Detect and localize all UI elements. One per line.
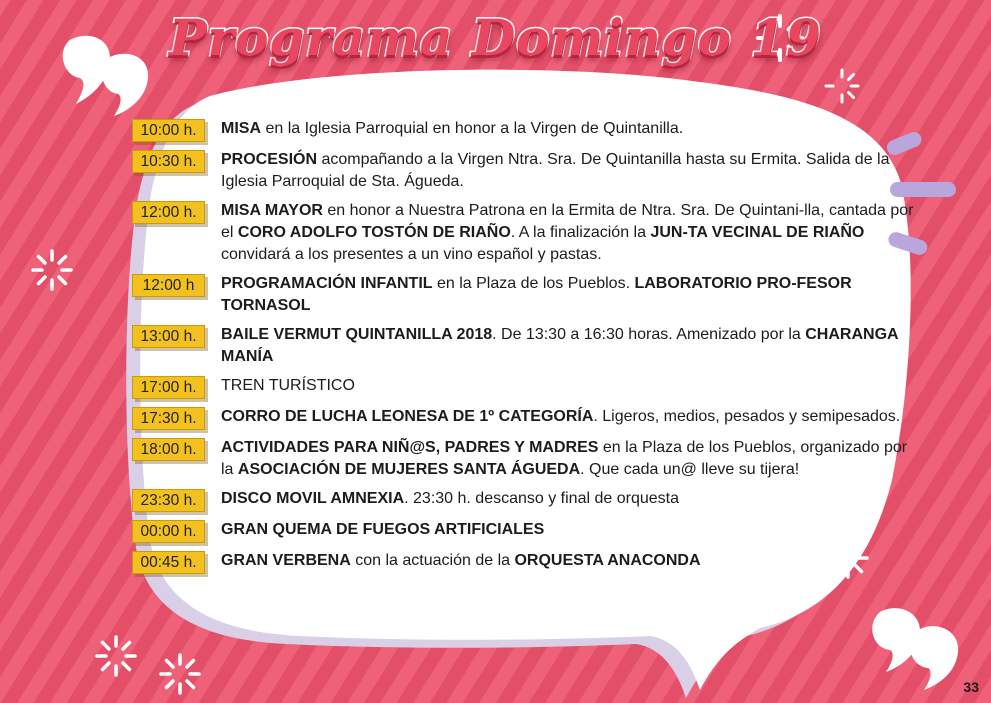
time-badge: 13:00 h. (132, 325, 205, 348)
event-highlight: MISA (221, 120, 261, 137)
schedule-row (128, 375, 918, 399)
event-description (221, 519, 918, 541)
event-text: TREN TURÍSTICO (221, 377, 355, 394)
event-text: convidará a los presentes a un vino español y pastas. (221, 246, 602, 263)
event-highlight: LABORATORIO PRO-FESOR TORNASOL (221, 275, 852, 314)
event-description (221, 406, 918, 428)
event-description (221, 437, 918, 481)
event-text: con la actuación de la (350, 552, 515, 569)
time-badge: 00:00 h. (132, 520, 205, 543)
time-badge: 00:45 h. (132, 551, 205, 574)
schedule-row (128, 118, 918, 142)
event-description (221, 149, 918, 193)
time-badge: 18:00 h. (132, 438, 205, 461)
time-badge: 23:30 h. (132, 489, 205, 512)
time-badge: 17:30 h. (132, 407, 205, 430)
event-highlight: ORQUESTA ANACONDA (514, 552, 701, 569)
schedule-row (128, 324, 918, 368)
time-badge: 12:00 h. (132, 201, 205, 224)
event-highlight: ACTIVIDADES PARA NIÑ@S, PADRES Y MADRES (221, 439, 599, 456)
schedule-row (128, 273, 918, 317)
schedule-list (128, 118, 918, 581)
event-highlight: GRAN VERBENA (221, 552, 351, 569)
schedule-row (128, 488, 918, 512)
event-highlight: DISCO MOVIL AMNEXIA (221, 490, 405, 507)
time-badge: 17:00 h. (132, 376, 205, 399)
event-highlight: JUN-TA VECINAL DE RIAÑO (650, 224, 865, 241)
event-text: en la Plaza de los Pueblos. (432, 275, 635, 292)
event-description (221, 375, 918, 397)
comma-decoration-bottom-right (872, 608, 958, 690)
schedule-row (128, 437, 918, 481)
schedule-row (128, 550, 918, 574)
event-highlight: BAILE VERMUT QUINTANILLA 2018 (221, 326, 493, 343)
schedule-row (128, 406, 918, 430)
page-title: Programa Domingo 19 (169, 8, 822, 67)
event-highlight: CORO ADOLFO TOSTÓN DE RIAÑO (237, 224, 511, 241)
event-highlight: PROCESIÓN (221, 151, 318, 168)
event-highlight: CORRO DE LUCHA LEONESA DE 1º CATEGORÍA (221, 408, 594, 425)
event-description (221, 118, 918, 140)
sparkle-left (33, 251, 71, 289)
sparkle-right (826, 70, 858, 102)
time-badge: 10:30 h. (132, 150, 205, 173)
sparkle-bottom-left-1 (97, 637, 135, 675)
event-description (221, 488, 918, 510)
schedule-row (128, 200, 918, 266)
page-number: 33 (963, 679, 979, 695)
time-badge: 10:00 h. (132, 119, 205, 142)
event-highlight: CHARANGA MANÍA (221, 326, 898, 365)
event-highlight: GRAN QUEMA DE FUEGOS ARTIFICIALES (221, 521, 545, 538)
event-description (221, 273, 918, 317)
event-text: en la Plaza de los Pueblos, organizado por la (221, 439, 908, 478)
sparkle-bottom-left-2 (161, 655, 199, 693)
time-badge: 12:00 h (132, 274, 205, 297)
event-text: en honor a Nuestra Patrona en la Ermita de Ntra. Sra. De Quintani-lla, cantada por el (221, 202, 914, 241)
event-text: . 23:30 h. descanso y final de orquesta (404, 490, 679, 507)
schedule-row (128, 519, 918, 543)
event-description (221, 324, 918, 368)
event-highlight: ASOCIACIÓN DE MUJERES SANTA ÁGUEDA (237, 461, 581, 478)
event-text: acompañando a la Virgen Ntra. Sra. De Quintanilla hasta su Ermita. Salida de la Iglesia Parroquial de Sta. Águeda. (221, 151, 890, 190)
event-text: . Ligeros, medios, pesados y semipesados. (593, 408, 901, 425)
schedule-row (128, 149, 918, 193)
event-highlight: MISA MAYOR (221, 202, 323, 219)
event-text: . Que cada un@ lleve su tijera! (580, 461, 800, 478)
event-text: . A la finalización la (510, 224, 651, 241)
event-highlight: PROGRAMACIÓN INFANTIL (221, 275, 433, 292)
event-description (221, 200, 918, 266)
event-text: en la Iglesia Parroquial en honor a la Virgen de Quintanilla. (261, 120, 684, 137)
event-text: . De 13:30 a 16:30 horas. Amenizado por la (492, 326, 806, 343)
event-description (221, 550, 918, 572)
